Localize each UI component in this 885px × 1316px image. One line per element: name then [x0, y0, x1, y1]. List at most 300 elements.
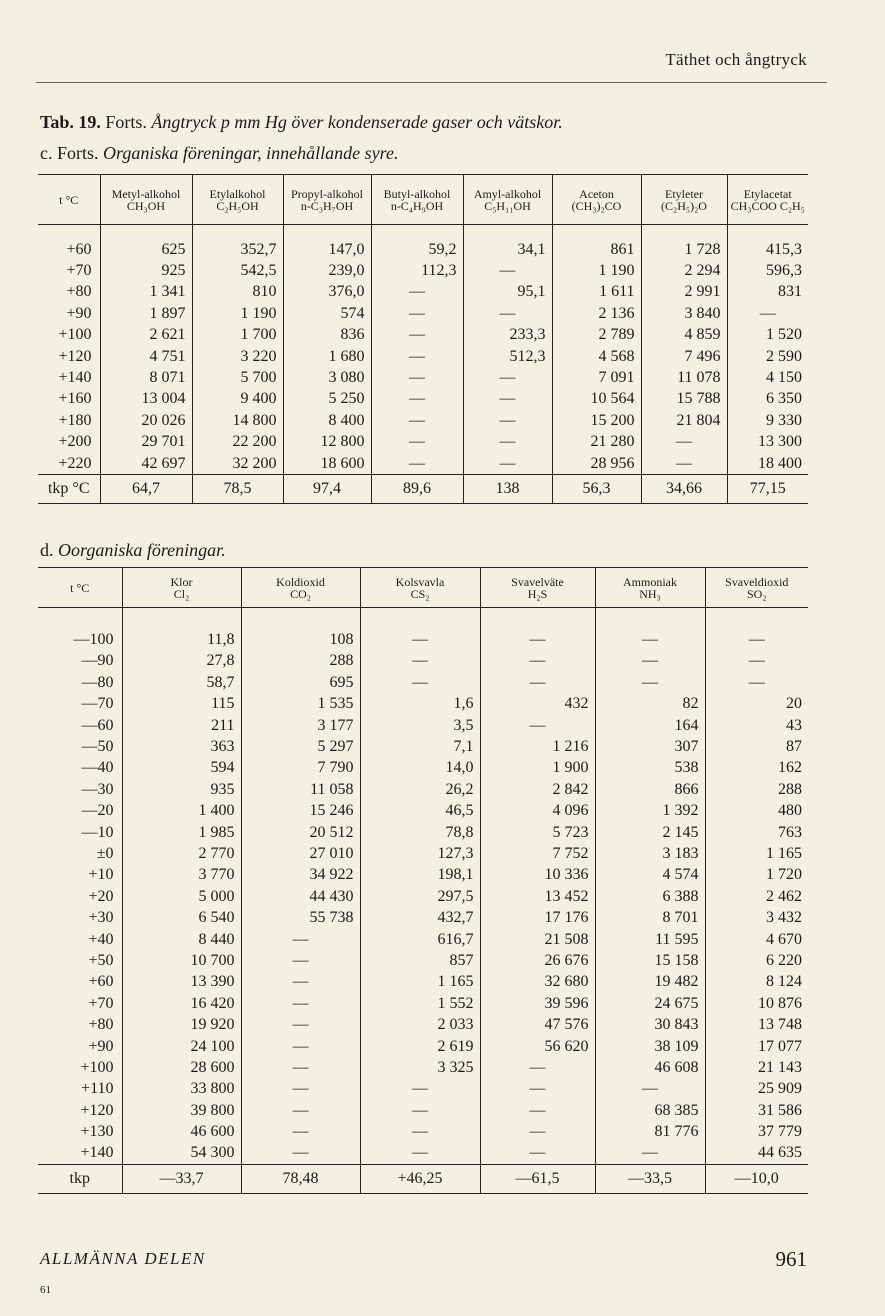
table-row [38, 1100, 808, 1121]
value-cell: 363 [122, 736, 241, 757]
value-cell: 30 843 [595, 1014, 705, 1035]
value-cell: 56 620 [480, 1036, 595, 1057]
value-cell: — [641, 432, 727, 453]
column-header [595, 568, 705, 608]
boiling-point-cell: 77,15 [727, 475, 808, 504]
value-cell: — [371, 453, 463, 475]
value-cell: 17 077 [705, 1036, 808, 1057]
value-cell: 8 400 [283, 410, 371, 431]
value-cell: — [371, 303, 463, 324]
value-cell: — [463, 367, 552, 388]
value-cell: 14 800 [192, 410, 283, 431]
value-cell: — [241, 929, 360, 950]
value-cell: 763 [705, 822, 808, 843]
value-cell: 1 728 [641, 239, 727, 260]
value-cell: — [463, 410, 552, 431]
value-cell: — [480, 1143, 595, 1165]
value-cell: — [480, 715, 595, 736]
value-cell: — [241, 1143, 360, 1165]
value-cell: 44 635 [705, 1143, 808, 1165]
column-header-name: Svaveldioxid [725, 574, 789, 589]
value-cell: 39 596 [480, 993, 595, 1014]
temperature-cell: +90 [66, 304, 92, 322]
table-label: Tab. 19. [40, 112, 101, 132]
value-cell: 12 800 [283, 432, 371, 453]
value-cell: 3 220 [192, 346, 283, 367]
temperature-cell: +120 [80, 1101, 114, 1119]
value-cell: 3 325 [360, 1057, 480, 1078]
value-cell: 1 700 [192, 325, 283, 346]
boiling-point-cell: +46,25 [360, 1165, 480, 1194]
table-row [38, 886, 808, 907]
temperature-cell: —100 [73, 631, 114, 649]
column-header-formula: n-C₃H₇OH [300, 198, 354, 213]
value-cell: — [705, 672, 808, 693]
temperature-cell: +80 [88, 1016, 114, 1034]
value-cell: 22 200 [192, 432, 283, 453]
value-cell: — [360, 1143, 480, 1165]
value-cell: 10 876 [705, 993, 808, 1014]
spacer-cell [480, 608, 595, 630]
value-cell: 59,2 [371, 239, 463, 260]
value-cell: 27 010 [241, 843, 360, 864]
value-cell: 1 341 [100, 282, 192, 303]
temperature-cell: +140 [80, 1144, 114, 1162]
value-cell: 108 [241, 629, 360, 650]
value-cell: 34,1 [463, 239, 552, 260]
column-header-formula: CS₂ [410, 586, 430, 601]
value-cell: 5 723 [480, 822, 595, 843]
value-cell: 25 909 [705, 1079, 808, 1100]
table-row [38, 779, 808, 800]
spacer-row [38, 225, 808, 240]
value-cell: — [241, 1079, 360, 1100]
value-cell: 7 091 [552, 367, 641, 388]
value-cell: 44 430 [241, 886, 360, 907]
temperature-cell: +160 [58, 390, 92, 408]
value-cell: 2 842 [480, 779, 595, 800]
value-cell: 1 535 [241, 694, 360, 715]
value-cell: 1 216 [480, 736, 595, 757]
table-row [38, 432, 808, 453]
value-cell: — [727, 303, 808, 324]
column-header-name: Butyl-alkohol [383, 186, 451, 201]
temperature-cell: +70 [66, 262, 92, 280]
column-header-formula: CH₃COO C₂H₅ [730, 198, 805, 213]
value-cell: 14,0 [360, 758, 480, 779]
boiling-point-cell: —33,5 [595, 1165, 705, 1194]
temperature-cell: +60 [88, 973, 114, 991]
spacer-cell [241, 608, 360, 630]
column-header-formula: CO₂ [290, 586, 311, 601]
temperature-cell: +220 [58, 454, 92, 472]
value-cell: 28 600 [122, 1057, 241, 1078]
value-cell: 836 [283, 325, 371, 346]
value-cell: 6 540 [122, 907, 241, 928]
value-cell: 1,6 [360, 694, 480, 715]
value-cell: 2 136 [552, 303, 641, 324]
value-cell: 866 [595, 779, 705, 800]
value-cell: 31 586 [705, 1100, 808, 1121]
value-cell: — [480, 1100, 595, 1121]
value-cell: 7 496 [641, 346, 727, 367]
value-cell: 147,0 [283, 239, 371, 260]
value-cell: 3 177 [241, 715, 360, 736]
column-header [283, 175, 371, 225]
section-c-prefix: c. Forts. [40, 143, 99, 163]
table-inorganic [38, 567, 808, 1194]
value-cell: 11,8 [122, 629, 241, 650]
value-cell: 115 [122, 694, 241, 715]
column-header-name: Propyl-alkohol [291, 186, 363, 201]
value-cell: 625 [100, 239, 192, 260]
value-cell: — [595, 629, 705, 650]
value-cell: 3 432 [705, 907, 808, 928]
value-cell: 6 388 [595, 886, 705, 907]
value-cell: 3 080 [283, 367, 371, 388]
value-cell: — [705, 651, 808, 672]
value-cell: 24 675 [595, 993, 705, 1014]
value-cell: 594 [122, 758, 241, 779]
value-cell: 2 590 [727, 346, 808, 367]
column-header [727, 175, 808, 225]
table-row [38, 1079, 808, 1100]
value-cell: 538 [595, 758, 705, 779]
value-cell: 1 400 [122, 801, 241, 822]
value-cell: 87 [705, 736, 808, 757]
value-cell: 297,5 [360, 886, 480, 907]
value-cell: 32 200 [192, 453, 283, 475]
value-cell: 935 [122, 779, 241, 800]
value-cell: — [371, 432, 463, 453]
column-header-formula: C₅H₁₁OH [484, 198, 531, 213]
value-cell: — [463, 389, 552, 410]
column-header-formula: H₂S [527, 586, 548, 601]
value-cell: 3 840 [641, 303, 727, 324]
value-cell: — [360, 651, 480, 672]
footer-section-title: ALLMÄNNA DELEN [40, 1249, 206, 1268]
spacer-cell [283, 225, 371, 240]
temp-column-header: t °C [38, 175, 100, 225]
value-cell: 307 [595, 736, 705, 757]
column-header [552, 175, 641, 225]
table-row [38, 629, 808, 650]
table-caption: Ångtryck p mm Hg över kondenserade gaser och vätskor. [151, 112, 563, 132]
value-cell: 18 600 [283, 453, 371, 475]
temperature-cell: —70 [81, 695, 114, 713]
spacer-cell [463, 225, 552, 240]
temperature-cell: —20 [81, 802, 114, 820]
column-header [705, 568, 808, 608]
spacer-cell [705, 608, 808, 630]
column-header-name: Klor [170, 574, 193, 589]
value-cell: 164 [595, 715, 705, 736]
value-cell: 4 670 [705, 929, 808, 950]
value-cell: 19 920 [122, 1014, 241, 1035]
column-header-name: Svavelväte [511, 574, 564, 589]
signature-mark: 61 [40, 1284, 51, 1296]
spacer-cell [595, 608, 705, 630]
value-cell: 1 165 [705, 843, 808, 864]
table-row [38, 303, 808, 324]
boiling-point-cell: 64,7 [100, 475, 192, 504]
value-cell: 352,7 [192, 239, 283, 260]
column-header-name: Amyl-alkohol [473, 186, 542, 201]
value-cell: — [480, 1079, 595, 1100]
temperature-cell: —40 [81, 759, 114, 777]
value-cell: 78,8 [360, 822, 480, 843]
value-cell: 21 143 [705, 1057, 808, 1078]
column-header-name: Metyl-alkohol [111, 186, 181, 201]
value-cell: 3 770 [122, 865, 241, 886]
temperature-cell: +130 [80, 1123, 114, 1141]
temperature-cell: —50 [81, 738, 114, 756]
boiling-point-cell: —10,0 [705, 1165, 808, 1194]
value-cell: 861 [552, 239, 641, 260]
value-cell: — [705, 629, 808, 650]
value-cell: 6 350 [727, 389, 808, 410]
table-organic [38, 174, 808, 504]
value-cell: 695 [241, 672, 360, 693]
value-cell: 46,5 [360, 801, 480, 822]
value-cell: 32 680 [480, 972, 595, 993]
table-row [38, 822, 808, 843]
value-cell: 2 770 [122, 843, 241, 864]
table-row [38, 1143, 808, 1165]
value-cell: 26,2 [360, 779, 480, 800]
table-row [38, 907, 808, 928]
value-cell: 1 897 [100, 303, 192, 324]
value-cell: 13 004 [100, 389, 192, 410]
value-cell: 10 336 [480, 865, 595, 886]
value-cell: 15 788 [641, 389, 727, 410]
value-cell: 432,7 [360, 907, 480, 928]
value-cell: 6 220 [705, 950, 808, 971]
temperature-cell: +20 [88, 887, 114, 905]
value-cell: 5 700 [192, 367, 283, 388]
value-cell: 4 859 [641, 325, 727, 346]
value-cell: 3 183 [595, 843, 705, 864]
spacer-cell [727, 225, 808, 240]
table-row [38, 758, 808, 779]
table-title [40, 112, 563, 133]
value-cell: 2 621 [100, 325, 192, 346]
column-header [100, 175, 192, 225]
value-cell: 9 400 [192, 389, 283, 410]
value-cell: 13 390 [122, 972, 241, 993]
section-d-prefix: d. [40, 540, 54, 560]
table-row [38, 367, 808, 388]
value-cell: 21 804 [641, 410, 727, 431]
table-row [38, 260, 808, 281]
value-cell: 1 190 [552, 260, 641, 281]
boiling-point-cell: 138 [463, 475, 552, 504]
header-rule [36, 82, 827, 83]
column-header-formula: (CH₃)₂CO [571, 198, 622, 213]
value-cell: — [641, 453, 727, 475]
value-cell: 596,3 [727, 260, 808, 281]
value-cell: 15 246 [241, 801, 360, 822]
boiling-point-cell: 89,6 [371, 475, 463, 504]
boiling-point-row [38, 1165, 808, 1194]
value-cell: 47 576 [480, 1014, 595, 1035]
value-cell: 27,8 [122, 651, 241, 672]
value-cell: — [360, 1079, 480, 1100]
section-d-title: Oorganiska föreningar. [58, 540, 226, 560]
value-cell: — [595, 1079, 705, 1100]
table-row [38, 865, 808, 886]
value-cell: 616,7 [360, 929, 480, 950]
table-row [38, 1014, 808, 1035]
column-header [241, 568, 360, 608]
value-cell: 4 150 [727, 367, 808, 388]
value-cell: 1 720 [705, 865, 808, 886]
section-d-heading [40, 540, 226, 561]
temperature-cell: +140 [58, 369, 92, 387]
column-header-name: Kolsvavla [395, 574, 445, 589]
value-cell: 925 [100, 260, 192, 281]
table-row [38, 993, 808, 1014]
value-cell: — [360, 1121, 480, 1142]
value-cell: 574 [283, 303, 371, 324]
value-cell: 5 250 [283, 389, 371, 410]
value-cell: 2 462 [705, 886, 808, 907]
value-cell: — [241, 1100, 360, 1121]
table-row [38, 843, 808, 864]
value-cell: 1 680 [283, 346, 371, 367]
table-forts: Forts. [105, 112, 147, 132]
value-cell: 29 701 [100, 432, 192, 453]
value-cell: 2 033 [360, 1014, 480, 1035]
value-cell: 18 400 [727, 453, 808, 475]
value-cell: 5 000 [122, 886, 241, 907]
column-header [360, 568, 480, 608]
value-cell: 81 776 [595, 1121, 705, 1142]
table-row [38, 1036, 808, 1057]
value-cell: 1 190 [192, 303, 283, 324]
value-cell: 26 676 [480, 950, 595, 971]
boiling-point-cell: —33,7 [122, 1165, 241, 1194]
value-cell: — [241, 1014, 360, 1035]
table-row [38, 972, 808, 993]
value-cell: — [241, 950, 360, 971]
value-cell: 415,3 [727, 239, 808, 260]
table-row [38, 736, 808, 757]
value-cell: 13 748 [705, 1014, 808, 1035]
spacer-cell [38, 225, 100, 240]
temperature-cell: —30 [81, 780, 114, 798]
value-cell: 2 145 [595, 822, 705, 843]
value-cell: 2 991 [641, 282, 727, 303]
value-cell: 46 600 [122, 1121, 241, 1142]
value-cell: 542,5 [192, 260, 283, 281]
value-cell: — [371, 410, 463, 431]
column-header-name: Ammoniak [623, 574, 677, 589]
value-cell: 82 [595, 694, 705, 715]
column-header [122, 568, 241, 608]
value-cell: 10 700 [122, 950, 241, 971]
boiling-point-row [38, 475, 808, 504]
value-cell: 15 200 [552, 410, 641, 431]
temperature-cell: +30 [88, 909, 114, 927]
value-cell: 8 124 [705, 972, 808, 993]
value-cell: 857 [360, 950, 480, 971]
value-cell: 13 300 [727, 432, 808, 453]
value-cell: 4 568 [552, 346, 641, 367]
value-cell: 55 738 [241, 907, 360, 928]
value-cell: — [360, 1100, 480, 1121]
value-cell: 39 800 [122, 1100, 241, 1121]
table-row [38, 282, 808, 303]
value-cell: 112,3 [371, 260, 463, 281]
value-cell: 4 096 [480, 801, 595, 822]
value-cell: — [371, 389, 463, 410]
value-cell: 8 071 [100, 367, 192, 388]
temperature-cell: +100 [58, 326, 92, 344]
section-c-title: Organiska föreningar, innehållande syre. [103, 143, 399, 163]
value-cell: — [360, 629, 480, 650]
table-row [38, 651, 808, 672]
value-cell: — [595, 651, 705, 672]
value-cell: — [463, 453, 552, 475]
spacer-cell [371, 225, 463, 240]
value-cell: 21 508 [480, 929, 595, 950]
value-cell: 1 165 [360, 972, 480, 993]
value-cell: 20 026 [100, 410, 192, 431]
value-cell: — [480, 651, 595, 672]
column-header-formula: NH₃ [639, 586, 661, 601]
table-row [38, 672, 808, 693]
section-c-heading [40, 143, 398, 164]
value-cell: 38 109 [595, 1036, 705, 1057]
column-header [641, 175, 727, 225]
value-cell: 34 922 [241, 865, 360, 886]
value-cell: 46 608 [595, 1057, 705, 1078]
value-cell: 54 300 [122, 1143, 241, 1165]
value-cell: 239,0 [283, 260, 371, 281]
temperature-cell: +10 [88, 866, 114, 884]
value-cell: 20 [705, 694, 808, 715]
value-cell: 288 [241, 651, 360, 672]
value-cell: — [371, 367, 463, 388]
value-cell: — [463, 303, 552, 324]
temp-column-header: t °C [38, 568, 122, 608]
table-row [38, 715, 808, 736]
value-cell: 1 900 [480, 758, 595, 779]
value-cell: — [241, 1121, 360, 1142]
spacer-cell [38, 608, 122, 630]
value-cell: — [371, 282, 463, 303]
boiling-point-label: tkp [38, 1165, 122, 1194]
temperature-cell: +60 [66, 240, 92, 258]
temperature-cell: +110 [81, 1080, 114, 1098]
temperature-cell: +70 [88, 994, 114, 1012]
table-row [38, 1057, 808, 1078]
value-cell: 480 [705, 801, 808, 822]
value-cell: 20 512 [241, 822, 360, 843]
value-cell: 512,3 [463, 346, 552, 367]
value-cell: 8 440 [122, 929, 241, 950]
spacer-cell [360, 608, 480, 630]
temperature-cell: —10 [81, 823, 114, 841]
temperature-cell: —90 [81, 652, 114, 670]
temperature-cell: +80 [66, 283, 92, 301]
value-cell: 211 [122, 715, 241, 736]
temperature-cell: +100 [80, 1058, 114, 1076]
boiling-point-cell: —61,5 [480, 1165, 595, 1194]
value-cell: 4 751 [100, 346, 192, 367]
spacer-cell [100, 225, 192, 240]
